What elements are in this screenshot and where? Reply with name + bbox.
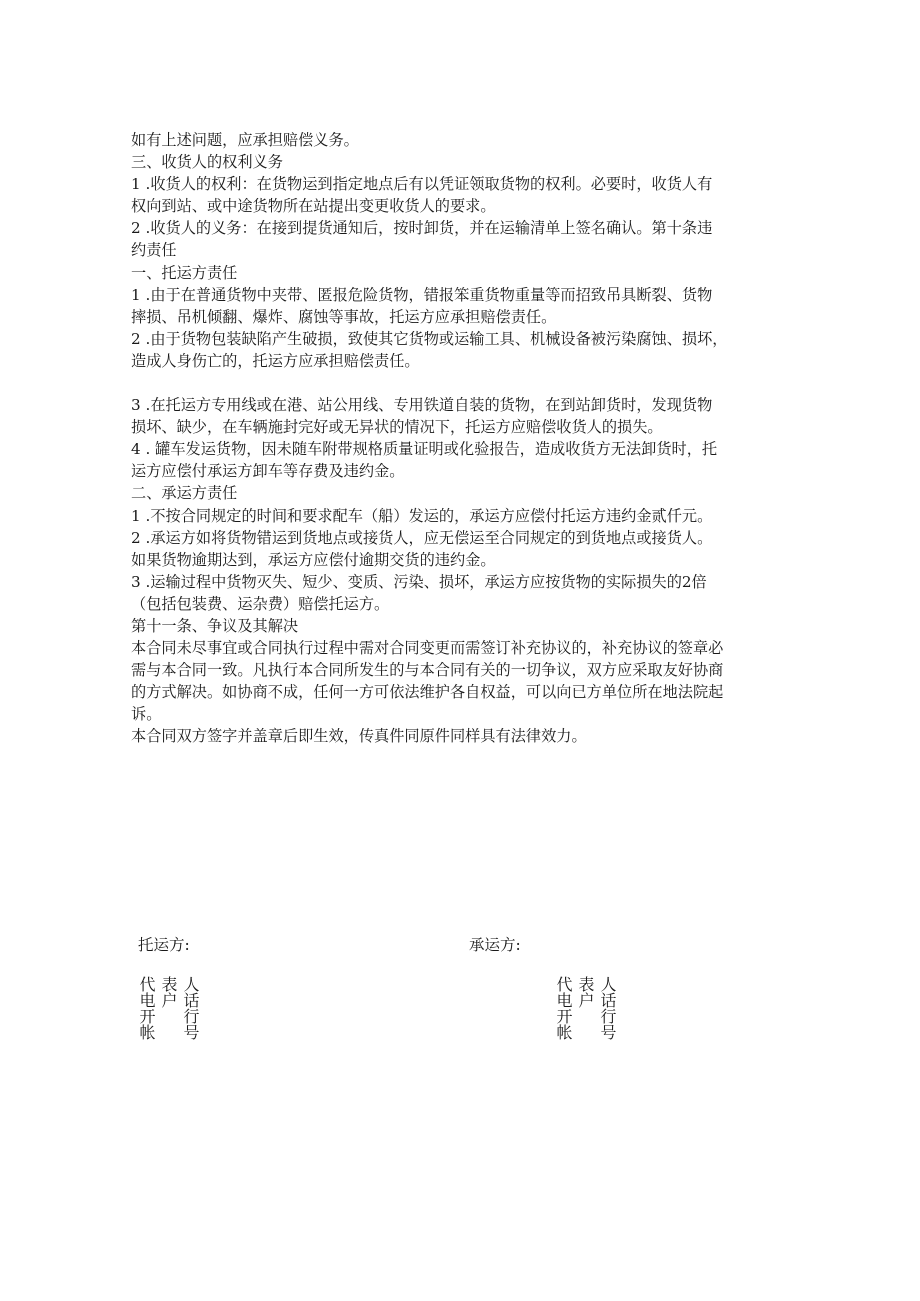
- carrier-info-fields: [553, 976, 617, 1066]
- shipper-signature-label: 托运方:: [138, 936, 190, 954]
- body-line: 4 . 罐车发运货物，因未随车附带规格质量证明或化验报告，造成收货方无法卸货时，托: [131, 440, 718, 459]
- body-line: 需与本合同一致。凡执行本合同所发生的与本合同有关的一切争议，双方应采取友好协商: [131, 661, 724, 680]
- section-heading: 三、收货人的权利义务: [131, 153, 283, 172]
- body-line: 损坏、缺少，在车辆施封完好或无异状的情况下，托运方应赔偿收货人的损失。: [131, 418, 663, 437]
- body-line: 摔损、吊机倾翻、爆炸、腐蚀等事故，托运方应承担赔偿责任。: [131, 307, 557, 326]
- body-line: 2 .由于货物包装缺陷产生破损，致使其它货物或运输工具、机械设备被污染腐蚀、损坏，: [131, 329, 728, 348]
- vertical-field-column: 表户: [159, 976, 178, 1008]
- vertical-field-column: 表户: [576, 976, 595, 1008]
- body-line: 2 .承运方如将货物错运到货地点或接货人，应无偿运至合同规定的到货地点或接货人。: [131, 528, 713, 547]
- body-line: 诉。: [131, 705, 162, 724]
- body-line: 运方应偿付承运方卸车等存费及违约金。: [131, 462, 405, 481]
- body-line: 约责任: [131, 241, 177, 260]
- vertical-field-column: 代电开帐: [137, 976, 156, 1040]
- body-line: 2 .收货人的义务：在接到提货通知后，按时卸货，并在运输清单上签名确认。第十条违: [131, 219, 713, 238]
- vertical-field-column: 代电开帐: [554, 976, 573, 1040]
- vertical-field-column: 人话行号: [181, 976, 200, 1040]
- contract-body: [131, 129, 797, 748]
- body-line: 的方式解决。如协商不成，任何一方可依法维护各自权益，可以向已方单位所在地法院起: [131, 683, 724, 702]
- body-line: 本合同未尽事宜或合同执行过程中需对合同变更而需签订补充协议的，补充协议的签章必: [131, 639, 724, 658]
- body-line: 3 .运输过程中货物灭失、短少、变质、污染、损坏，承运方应按货物的实际损失的2倍: [131, 572, 707, 591]
- body-line: 1 .收货人的权利：在货物运到指定地点后有以凭证领取货物的权利。必要时，收货人有: [131, 175, 713, 194]
- body-line: 如果货物逾期达到，承运方应偿付逾期交货的违约金。: [131, 550, 496, 569]
- vertical-field-column: 人话行号: [598, 976, 617, 1040]
- section-heading: 二、承运方责任: [131, 484, 238, 503]
- section-heading: 一、托运方责任: [131, 263, 238, 282]
- body-line: 造成人身伤亡的，托运方应承担赔偿责任。: [131, 351, 420, 370]
- body-line: 本合同双方签字并盖章后即生效，传真件同原件同样具有法律效力。: [131, 727, 587, 746]
- body-line: 1 .不按合同规定的时间和要求配车（船）发运的，承运方应偿付托运方违约金贰仟元。: [131, 506, 713, 525]
- carrier-signature-label: 承运方:: [469, 936, 521, 954]
- body-line: 权向到站、或中途货物所在站提出变更收货人的要求。: [131, 197, 496, 216]
- section-heading: 第十一条、争议及其解决: [131, 616, 299, 635]
- body-line: （包括包装费、运杂费）赔偿托运方。: [131, 594, 390, 613]
- shipper-info-fields: [136, 976, 200, 1066]
- body-line: 1 .由于在普通货物中夹带、匿报危险货物，错报笨重货物重量等而招致吊具断裂、货物: [131, 285, 713, 304]
- body-line: 如有上述问题，应承担赔偿义务。: [131, 131, 359, 149]
- blank-line: [131, 372, 797, 394]
- body-line: 3 .在托运方专用线或在港、站公用线、专用铁道自装的货物，在到站卸货时，发现货物: [131, 396, 713, 415]
